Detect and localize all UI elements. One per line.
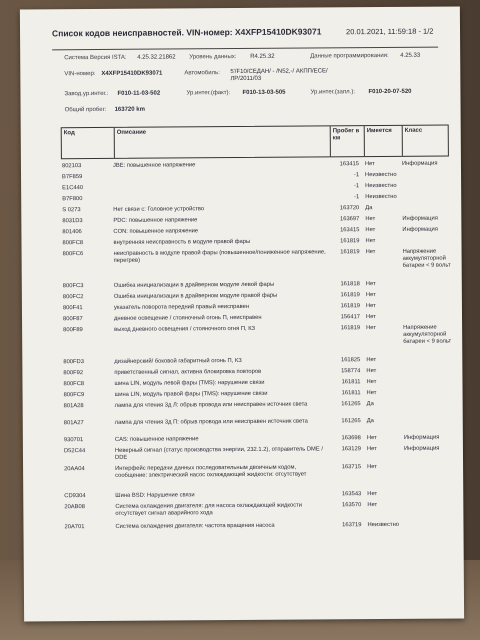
row-code: 800F89 <box>63 327 83 334</box>
planned-label: Ур.интег.(запл.): <box>310 89 356 96</box>
row-code: 20AB08 <box>64 504 86 511</box>
row-mileage: 163720 <box>339 205 360 212</box>
row-class: Напряжение аккумуляторной батареи < 9 вольт <box>402 248 451 269</box>
document-title: Список кодов неисправностей. VIN-номер: X4XFP15410DK93071 <box>52 26 322 39</box>
row-description: JBE: повышенное напряжение <box>112 162 196 169</box>
row-code: 800FC9 <box>63 392 85 399</box>
row-code: 800FC8 <box>62 240 84 247</box>
row-mileage: 163715 <box>341 464 362 471</box>
row-description: дизайнерский/ боковой габаритный огонь П, КЗ <box>114 358 242 365</box>
row-code: 800FC6 <box>62 251 84 258</box>
row-mileage: 161819 <box>340 325 361 332</box>
ista-label: Система Версия ISTA: <box>64 54 127 62</box>
row-description: CAS: повышенное напряжение <box>114 436 199 443</box>
row-description: Система охлаждения двигателя: для насоса охлаждающей жидкости отсутствует сигнал аварийного хода <box>115 502 303 517</box>
row-code: 801406 <box>62 229 82 236</box>
row-mileage: -1 <box>354 194 360 201</box>
row-mileage: 161818 <box>340 281 360 288</box>
row-description: дневное освещение / стояночный огонь П, неисправен <box>114 314 262 322</box>
prog-value: 4.25.33 <box>400 52 421 59</box>
row-mileage: 161819 <box>340 249 360 256</box>
row-code: S 0273 <box>62 207 81 214</box>
row-mileage: 161265 <box>341 401 361 408</box>
row-code: B7F859 <box>62 174 83 181</box>
vin-value: X4XFP15410DK93071 <box>101 70 163 77</box>
level-label: Уровень данных: <box>189 54 237 61</box>
row-exists: Неизвестно <box>365 193 397 201</box>
row-exists: Нет <box>367 502 378 509</box>
row-description: Неверный сигнал (статус производства энергии, 232.1.2), отправитель DME / DDE <box>114 446 323 461</box>
row-mileage: 163129 <box>341 446 361 453</box>
row-class: Напряжение аккумуляторной батареи < 9 вольт <box>403 324 452 345</box>
row-code: E1C440 <box>62 185 84 192</box>
row-description: неисправность в модуле правой фары (повышенное/пониженное напряжение, перегрев) <box>113 249 326 264</box>
car-value: 5'/F10/СЕДАН/ - /N52,-/ АКПП/ЕСЕ/ЛР/2011/03 <box>230 68 328 83</box>
row-code: D52C44 <box>63 448 86 455</box>
row-mileage: -1 <box>353 172 360 179</box>
row-code: 800FC8 <box>63 381 85 388</box>
row-exists: Нет <box>366 325 376 332</box>
table-row <box>63 522 451 536</box>
row-code: 800FC3 <box>62 283 84 290</box>
mileage-value: 163720 km <box>114 106 145 113</box>
row-description: шина LIN, модуль левой фары (TMS): нарушение связи <box>114 379 265 387</box>
factory-label: Завод.ур.интег.: <box>64 90 109 98</box>
row-class: Информация <box>402 226 438 233</box>
row-code: B7F800 <box>62 196 83 203</box>
row-code: 801A27 <box>63 420 84 427</box>
col-code: Код <box>63 130 75 137</box>
row-description: PDC: повышенное напряжение <box>113 217 198 224</box>
row-code: CD9304 <box>64 493 86 500</box>
row-exists: Нет <box>366 390 377 397</box>
actual-value: F010-13-03-505 <box>242 89 286 96</box>
row-exists: Нет <box>366 357 377 364</box>
row-exists: Нет <box>365 249 376 256</box>
row-mileage: 163415 <box>339 161 359 168</box>
row-code: 930701 <box>63 437 84 444</box>
level-value: R4.25.32 <box>250 53 275 60</box>
row-mileage: 163698 <box>341 435 361 442</box>
row-exists: Да <box>366 418 374 425</box>
row-exists: Нет <box>367 491 378 498</box>
row-mileage: 158774 <box>341 368 361 375</box>
row-description: приветственный сигнал, активна блокировка повторов <box>114 368 262 376</box>
row-class: Информация <box>403 434 440 441</box>
table-body <box>61 157 452 536</box>
row-code: 800FD3 <box>63 359 84 366</box>
row-code: 8031D3 <box>62 218 83 225</box>
row-mileage: 163415 <box>340 227 360 234</box>
planned-value: F010-20-07-520 <box>368 88 412 96</box>
table-header <box>61 125 449 160</box>
col-class: Класс <box>402 126 450 156</box>
row-description: CON: повышенное напряжение <box>113 228 199 235</box>
row-code: 800FC2 <box>62 294 84 301</box>
car-label: Автомобиль: <box>184 70 220 77</box>
table-row <box>62 325 450 360</box>
row-exists: Нет <box>365 281 376 288</box>
row-exists: Нет <box>365 292 376 299</box>
row-exists: Нет <box>367 464 377 471</box>
row-exists: Нет <box>365 227 376 234</box>
header-rule <box>52 47 438 51</box>
row-code: 802103 <box>61 163 82 170</box>
row-code: 801A28 <box>63 403 84 410</box>
row-exists: Нет <box>364 161 375 168</box>
row-exists: Неизвестно <box>367 521 400 529</box>
fault-table <box>61 125 452 536</box>
row-mileage: -1 <box>353 183 360 190</box>
row-mileage: 161819 <box>340 292 360 299</box>
col-exist: Имеется <box>364 126 402 156</box>
prog-label: Данные программирования: <box>310 52 389 60</box>
row-code: 800F92 <box>63 370 84 377</box>
vin-label: VIN-номер: <box>64 71 96 78</box>
row-code: 800F41 <box>62 305 83 312</box>
row-description: Интерфейс передачи данных последовательным двоичным кодом, сообщение: электрический насос охлаждающей жидкости: отсутствует <box>115 464 307 479</box>
row-exists: Нет <box>366 314 376 321</box>
row-code: 20AA04 <box>64 466 85 473</box>
row-exists: Да <box>366 401 374 408</box>
row-description: лампа для чтения 3д Л: обрыв провода или неисправен источник света <box>114 401 308 409</box>
table-row <box>63 502 451 525</box>
row-description: Ошибка инициализации в драйверном модуле левой фары <box>113 281 275 289</box>
row-exists: Нет <box>366 368 377 375</box>
row-description: Система охлаждения двигателя: частота вращения насоса <box>115 522 275 530</box>
row-description: Ошибка инициализации в драйверном модуле правой фары <box>113 292 278 300</box>
row-description: Шина BSD: Нарушение связи <box>115 492 195 499</box>
row-mileage: 163570 <box>341 502 362 509</box>
row-description: выход дневного освещения / стояночного огня П, КЗ <box>114 325 256 333</box>
row-class: Информация <box>403 445 440 452</box>
paper-sheet <box>20 6 464 621</box>
row-exists: Нет <box>365 216 376 223</box>
row-description: указатель поворота передний правый неисправен <box>113 303 250 311</box>
row-mileage: 161265 <box>341 418 361 425</box>
row-description: лампа для чтения 3д П: обрыв провода или неисправен источник света <box>114 418 308 426</box>
row-exists: Нет <box>365 303 376 310</box>
row-exists: Неизвестно <box>365 182 397 190</box>
table-row <box>63 464 451 494</box>
col-desc: Описание <box>114 126 330 158</box>
ista-value: 4.25.32.21862 <box>137 54 176 61</box>
row-exists: Нет <box>366 379 377 386</box>
actual-label: Ур.интег.(факт): <box>186 90 231 97</box>
row-class: Информация <box>402 215 438 222</box>
row-code: 800F87 <box>63 316 83 323</box>
row-mileage: 163719 <box>342 522 362 529</box>
row-mileage: 161825 <box>340 357 361 364</box>
row-mileage: 161811 <box>341 390 361 397</box>
row-class: Информация <box>401 160 438 167</box>
row-code: 20A701 <box>64 524 85 531</box>
row-mileage: 161819 <box>340 303 360 310</box>
row-exists: Нет <box>365 238 376 245</box>
row-mileage: 161811 <box>341 379 361 386</box>
table-row <box>62 249 450 284</box>
document-datetime: 20.01.2021, 11:59:18 - 1/2 <box>346 26 434 37</box>
factory-value: F010-11-03-502 <box>117 90 161 97</box>
row-mileage: 163697 <box>339 216 360 223</box>
mileage-label: Общий пробег: <box>64 106 107 114</box>
row-mileage: 161819 <box>340 238 360 245</box>
row-exists: Нет <box>366 446 377 453</box>
row-description: шина LIN, модуль правой фары (TMS): нарушение связи <box>114 390 268 398</box>
row-mileage: 163543 <box>341 491 362 498</box>
row-mileage: 156417 <box>340 314 361 321</box>
row-description: Нет связи с: Головное устройство <box>113 206 205 213</box>
row-exists: Нет <box>366 435 377 442</box>
col-km: Пробег в км <box>330 126 364 156</box>
row-exists: Неизвестно <box>365 171 397 179</box>
row-exists: Да <box>365 205 373 212</box>
row-description: внутренняя неисправность в модуле правой фары <box>113 238 251 246</box>
